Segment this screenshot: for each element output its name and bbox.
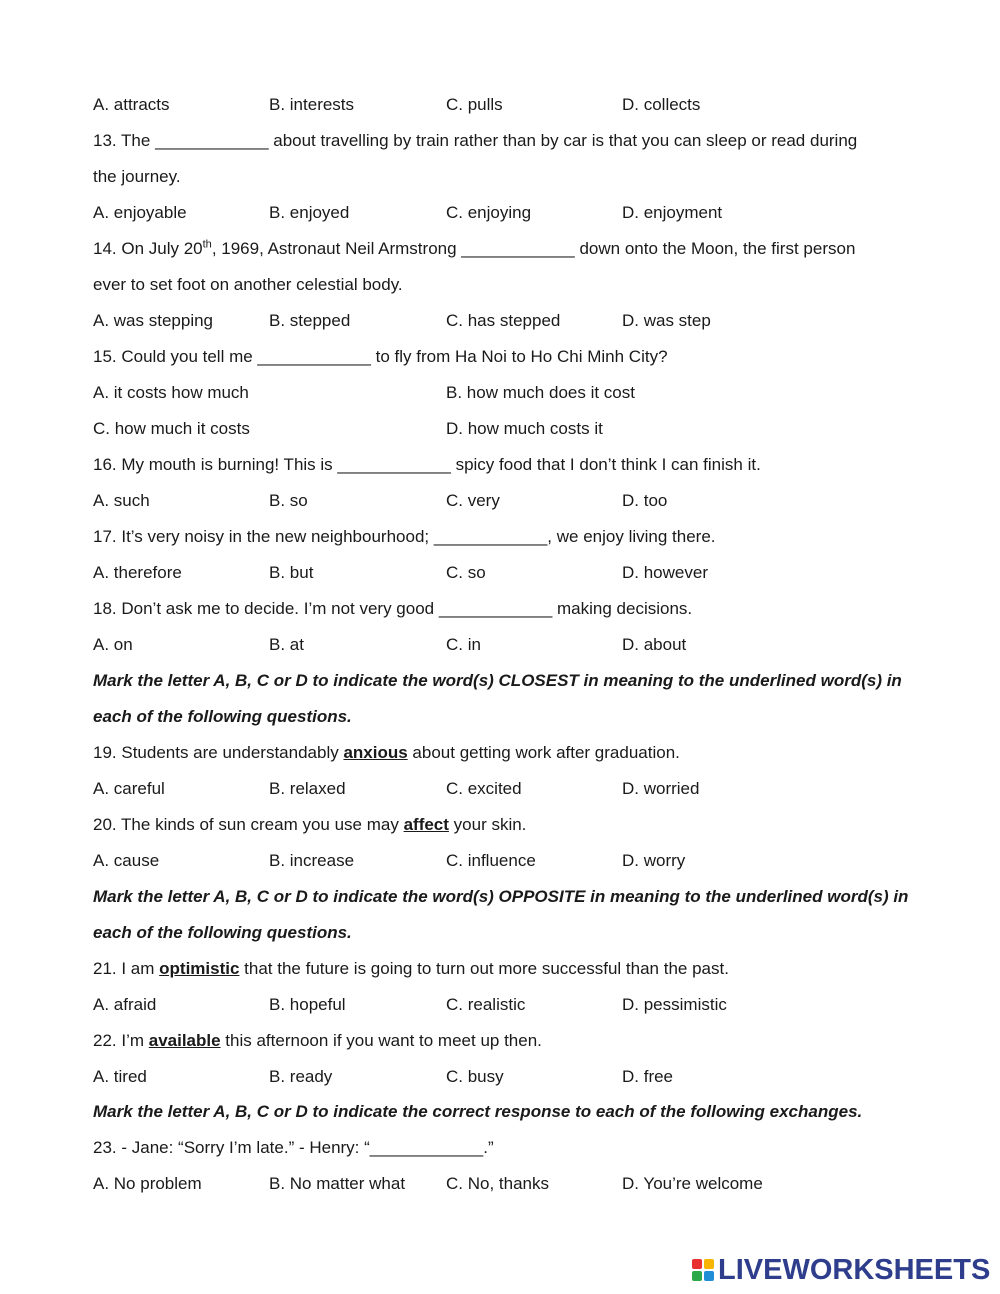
- q20-stem: [93, 814, 526, 836]
- instruction-closest-cont: each of the following questions.: [93, 707, 352, 726]
- option-c[interactable]: C. No, thanks: [446, 1174, 549, 1193]
- option-d[interactable]: D. pessimistic: [622, 995, 727, 1014]
- option-b[interactable]: B. so: [269, 491, 308, 510]
- q14-pre: 14. On July 20: [93, 239, 203, 258]
- option-a[interactable]: A. attracts: [93, 95, 170, 114]
- q19-post: about getting work after graduation.: [407, 743, 680, 762]
- option-c[interactable]: C. so: [446, 563, 486, 582]
- q22-post: this afternoon if you want to meet up then.: [220, 1031, 542, 1050]
- option-c[interactable]: C. busy: [446, 1067, 504, 1086]
- instruction-opposite: Mark the letter A, B, C or D to indicate the word(s) OPPOSITE in meaning to the underlined word(s) in: [93, 887, 909, 906]
- liveworksheets-logo[interactable]: [692, 1254, 990, 1286]
- q22-pre: 22. I’m: [93, 1031, 149, 1050]
- option-a[interactable]: A. such: [93, 491, 150, 510]
- option-a[interactable]: A. enjoyable: [93, 203, 187, 222]
- q14-stem: [93, 238, 855, 260]
- option-a[interactable]: A. cause: [93, 851, 160, 870]
- option-b[interactable]: B. increase: [269, 851, 355, 870]
- option-b[interactable]: B. ready: [269, 1067, 333, 1086]
- q13-stem: 13. The ____________ about travelling by train rather than by car is that you can sleep or read during: [93, 131, 858, 150]
- q20-pre: 20. The kinds of sun cream you use may: [93, 815, 404, 834]
- q19-pre: 19. Students are understandably: [93, 743, 344, 762]
- option-b[interactable]: B. how much does it cost: [446, 383, 635, 402]
- option-c[interactable]: C. how much it costs: [93, 419, 250, 438]
- q13-stem-cont: the journey.: [93, 167, 181, 186]
- underlined-word: available: [148, 1031, 221, 1050]
- option-c[interactable]: C. pulls: [446, 95, 503, 114]
- logo-square-blue: [704, 1271, 714, 1281]
- logo-square-red: [692, 1259, 702, 1269]
- q16-stem: 16. My mouth is burning! This is ____________ spicy food that I don’t think I can finish it.: [93, 455, 761, 474]
- option-c[interactable]: C. realistic: [446, 995, 526, 1014]
- logo-mark-icon: [692, 1259, 714, 1281]
- option-d[interactable]: D. free: [622, 1067, 674, 1086]
- q21-stem: [93, 958, 729, 980]
- option-b[interactable]: B. but: [269, 563, 314, 582]
- logo-square-yellow: [704, 1259, 714, 1269]
- option-a[interactable]: A. it costs how much: [93, 383, 249, 402]
- option-c[interactable]: C. in: [446, 635, 481, 654]
- logo-square-green: [692, 1271, 702, 1281]
- option-d[interactable]: D. You’re welcome: [622, 1174, 763, 1193]
- option-d[interactable]: D. how much costs it: [446, 419, 603, 438]
- q14-stem-cont: ever to set foot on another celestial body.: [93, 275, 403, 294]
- q20-post: your skin.: [448, 815, 527, 834]
- option-b[interactable]: B. at: [269, 635, 304, 654]
- instruction-opposite-cont: each of the following questions.: [93, 923, 352, 942]
- option-a[interactable]: A. was stepping: [93, 311, 214, 330]
- option-d[interactable]: D. enjoyment: [622, 203, 723, 222]
- option-a[interactable]: A. No problem: [93, 1174, 202, 1193]
- option-a[interactable]: A. careful: [93, 779, 165, 798]
- q17-stem: 17. It’s very noisy in the new neighbourhood; ____________, we enjoy living there.: [93, 527, 716, 546]
- option-d[interactable]: D. however: [622, 563, 708, 582]
- instruction-closest: Mark the letter A, B, C or D to indicate the word(s) CLOSEST in meaning to the underlined word(s) in: [93, 671, 902, 690]
- option-b[interactable]: B. relaxed: [269, 779, 346, 798]
- option-d[interactable]: D. worried: [622, 779, 700, 798]
- option-a[interactable]: A. tired: [93, 1067, 147, 1086]
- option-a[interactable]: A. afraid: [93, 995, 157, 1014]
- option-b[interactable]: B. hopeful: [269, 995, 346, 1014]
- option-d[interactable]: D. was step: [622, 311, 711, 330]
- q14-sup: th: [202, 238, 212, 251]
- q23-stem: 23. - Jane: “Sorry I’m late.” - Henry: “____________.”: [93, 1138, 494, 1157]
- option-d[interactable]: D. too: [622, 491, 668, 510]
- q14-post: , 1969, Astronaut Neil Armstrong ____________ down onto the Moon, the first person: [211, 239, 856, 258]
- option-b[interactable]: B. No matter what: [269, 1174, 406, 1193]
- underlined-word: anxious: [343, 743, 408, 762]
- option-a[interactable]: A. therefore: [93, 563, 182, 582]
- q18-stem: 18. Don’t ask me to decide. I’m not very good ____________ making decisions.: [93, 599, 693, 618]
- option-c[interactable]: C. influence: [446, 851, 536, 870]
- q19-stem: [93, 742, 680, 764]
- option-c[interactable]: C. enjoying: [446, 203, 532, 222]
- option-c[interactable]: C. has stepped: [446, 311, 561, 330]
- option-b[interactable]: B. enjoyed: [269, 203, 350, 222]
- q21-post: that the future is going to turn out more successful than the past.: [239, 959, 729, 978]
- option-b[interactable]: B. stepped: [269, 311, 351, 330]
- instruction-response: Mark the letter A, B, C or D to indicate the correct response to each of the following exchanges.: [93, 1102, 863, 1121]
- option-d[interactable]: D. collects: [622, 95, 701, 114]
- q21-pre: 21. I am: [93, 959, 160, 978]
- q22-stem: [93, 1030, 542, 1052]
- q15-stem: 15. Could you tell me ____________ to fly from Ha Noi to Ho Chi Minh City?: [93, 347, 668, 366]
- option-a[interactable]: A. on: [93, 635, 133, 654]
- option-d[interactable]: D. about: [622, 635, 687, 654]
- underlined-word: affect: [403, 815, 449, 834]
- option-d[interactable]: D. worry: [622, 851, 686, 870]
- option-c[interactable]: C. excited: [446, 779, 522, 798]
- logo-text: LIVEWORKSHEETS: [718, 1253, 991, 1286]
- underlined-word: optimistic: [159, 959, 240, 978]
- option-c[interactable]: C. very: [446, 491, 500, 510]
- option-b[interactable]: B. interests: [269, 95, 355, 114]
